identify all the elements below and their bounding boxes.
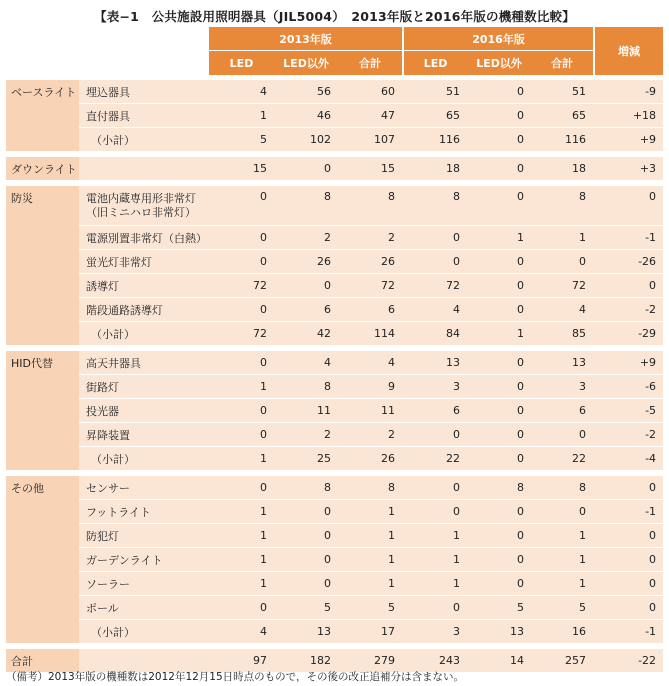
cell: 1 [338, 500, 402, 524]
cell: 0 [593, 274, 663, 298]
cell: 26 [338, 250, 402, 274]
cell: -9 [593, 80, 663, 104]
cell: 5 [338, 596, 402, 620]
cell: 0 [467, 548, 531, 572]
cell: 0 [593, 596, 663, 620]
cell: 13 [274, 620, 338, 644]
header-ledother-2013: LED以外 [274, 51, 338, 75]
cell: 1 [207, 375, 274, 399]
cell: 60 [338, 80, 402, 104]
cell: 0 [467, 423, 531, 447]
cell: -4 [593, 447, 663, 471]
cell: 5 [531, 596, 593, 620]
cell: 0 [467, 104, 531, 128]
cell: 1 [531, 524, 593, 548]
cell: 1 [207, 524, 274, 548]
cell: 4 [274, 351, 338, 375]
cell: 0 [467, 375, 531, 399]
cell: 1 [467, 226, 531, 250]
cell: 4 [207, 620, 274, 644]
item-label-empty [79, 157, 207, 181]
cell: +9 [593, 128, 663, 152]
cell: 2 [338, 423, 402, 447]
cell: 16 [531, 620, 593, 644]
header-2013: 2013年版 [207, 27, 402, 51]
cell: -1 [593, 226, 663, 250]
item-label: 蛍光灯非常灯 [79, 250, 207, 274]
table-title: 【表−1 公共施設用照明器具（JIL5004） 2013年版と2016年版の機種数比較】 [94, 9, 575, 24]
item-label: 街路灯 [79, 375, 207, 399]
cell: 0 [207, 298, 274, 322]
cell: 13 [402, 351, 467, 375]
item-label: 誘導灯 [79, 274, 207, 298]
cell: 1 [207, 500, 274, 524]
cell: 8 [274, 186, 338, 226]
header-2016: 2016年版 [402, 27, 593, 51]
cell: 0 [467, 500, 531, 524]
footnote: （備考）2013年版の機種数は2012年12月15日時点のもので，その後の改正追補分は含まない。 [6, 671, 464, 683]
cell: 0 [531, 423, 593, 447]
cell: 0 [274, 157, 338, 181]
cell: -22 [593, 649, 663, 673]
cell: 1 [467, 322, 531, 346]
cell: 1 [531, 226, 593, 250]
cell: 0 [467, 157, 531, 181]
cell: 42 [274, 322, 338, 346]
cell: 13 [531, 351, 593, 375]
cell: 0 [467, 128, 531, 152]
cell: 3 [531, 375, 593, 399]
cell: 1 [402, 572, 467, 596]
cell: +3 [593, 157, 663, 181]
cell: 47 [338, 104, 402, 128]
cell: 8 [531, 186, 593, 226]
header-led-2016: LED [402, 51, 467, 75]
cell: 1 [338, 524, 402, 548]
category-hid: HID代替 [6, 351, 79, 471]
cell: 279 [338, 649, 402, 673]
cell: 22 [531, 447, 593, 471]
cell: 0 [402, 250, 467, 274]
item-label: 防犯灯 [79, 524, 207, 548]
subtotal-label: （小計） [79, 447, 207, 471]
category-baselight: ベースライト [6, 80, 79, 152]
cell: 0 [274, 500, 338, 524]
cell: 25 [274, 447, 338, 471]
cell: 11 [274, 399, 338, 423]
cell: 85 [531, 322, 593, 346]
cell: -2 [593, 423, 663, 447]
header-total-2016: 合計 [531, 51, 593, 75]
cell: 72 [402, 274, 467, 298]
cell: 4 [531, 298, 593, 322]
cell: 116 [402, 128, 467, 152]
item-label: ポール [79, 596, 207, 620]
cell: 0 [274, 524, 338, 548]
cell: 6 [402, 399, 467, 423]
cell: 0 [467, 298, 531, 322]
cell: 0 [593, 548, 663, 572]
cell: 107 [338, 128, 402, 152]
cell: 5 [274, 596, 338, 620]
item-label [79, 186, 207, 226]
cell: 0 [467, 351, 531, 375]
cell: 3 [402, 375, 467, 399]
cell: 1 [207, 447, 274, 471]
cell: 17 [338, 620, 402, 644]
cell: 14 [467, 649, 531, 673]
cell: 18 [402, 157, 467, 181]
cell: +18 [593, 104, 663, 128]
cell: 65 [402, 104, 467, 128]
cell: 1 [402, 524, 467, 548]
item-label: 電源別置非常灯（白熱） [79, 226, 207, 250]
item-label: 昇降装置 [79, 423, 207, 447]
cell: 97 [207, 649, 274, 673]
cell: 1 [207, 548, 274, 572]
cell: 13 [467, 620, 531, 644]
cell: 8 [274, 375, 338, 399]
cell: 1 [531, 548, 593, 572]
cell: 6 [338, 298, 402, 322]
cell: 0 [531, 250, 593, 274]
cell: 0 [467, 399, 531, 423]
cell: 0 [467, 80, 531, 104]
cell: 0 [207, 476, 274, 500]
cell: 257 [531, 649, 593, 673]
cell: +9 [593, 351, 663, 375]
cell: 0 [207, 226, 274, 250]
cell: 1 [338, 548, 402, 572]
cell: 0 [207, 596, 274, 620]
cell: 0 [467, 274, 531, 298]
cell: 22 [402, 447, 467, 471]
item-label: 直付器具 [79, 104, 207, 128]
cell: 0 [207, 351, 274, 375]
cell: 0 [531, 500, 593, 524]
cell: 0 [274, 572, 338, 596]
cell: 15 [338, 157, 402, 181]
cell: 102 [274, 128, 338, 152]
cell: 72 [338, 274, 402, 298]
cell: 5 [467, 596, 531, 620]
item-label: ガーデンライト [79, 548, 207, 572]
cell: 46 [274, 104, 338, 128]
header-ledother-2016: LED以外 [467, 51, 531, 75]
cell: 8 [338, 476, 402, 500]
cell: 0 [402, 500, 467, 524]
cell: 0 [274, 274, 338, 298]
cell: 0 [207, 186, 274, 226]
cell: 0 [467, 250, 531, 274]
item-label: フットライト [79, 500, 207, 524]
cell: 0 [274, 548, 338, 572]
cell: 56 [274, 80, 338, 104]
cell: 1 [207, 104, 274, 128]
cell: 1 [338, 572, 402, 596]
cell: 0 [207, 250, 274, 274]
cell: -29 [593, 322, 663, 346]
item-line: 電池内蔵専用形非常灯 [86, 191, 196, 205]
cell: 8 [402, 186, 467, 226]
cell: 4 [207, 80, 274, 104]
cell: 72 [531, 274, 593, 298]
cell: -1 [593, 620, 663, 644]
category-total: 合計 [6, 649, 79, 673]
cell: 0 [402, 476, 467, 500]
item-label: ソーラー [79, 572, 207, 596]
cell: 8 [467, 476, 531, 500]
cell: 0 [207, 399, 274, 423]
cell: 0 [593, 572, 663, 596]
header-blank [6, 27, 207, 75]
cell: -2 [593, 298, 663, 322]
cell: 0 [207, 423, 274, 447]
header-led-2013: LED [207, 51, 274, 75]
cell: 116 [531, 128, 593, 152]
cell: 51 [531, 80, 593, 104]
cell: 0 [467, 186, 531, 226]
cell: 65 [531, 104, 593, 128]
cell: 84 [402, 322, 467, 346]
cell: -1 [593, 500, 663, 524]
item-label: 埋込器具 [79, 80, 207, 104]
category-other: その他 [6, 476, 79, 644]
cell: 0 [402, 226, 467, 250]
cell: 2 [274, 226, 338, 250]
cell: 9 [338, 375, 402, 399]
cell: 4 [402, 298, 467, 322]
item-label: 高天井器具 [79, 351, 207, 375]
cell: 6 [274, 298, 338, 322]
cell: 0 [593, 186, 663, 226]
cell: -26 [593, 250, 663, 274]
cell: 243 [402, 649, 467, 673]
cell: 72 [207, 322, 274, 346]
cell: 72 [207, 274, 274, 298]
cell: 8 [274, 476, 338, 500]
cell: 0 [593, 476, 663, 500]
category-disaster: 防災 [6, 186, 79, 346]
header-total-2013: 合計 [338, 51, 402, 75]
category-downlight: ダウンライト [6, 157, 79, 181]
cell: 0 [467, 572, 531, 596]
item-label: 階段通路誘導灯 [79, 298, 207, 322]
header-change: 増減 [593, 27, 663, 75]
cell: 11 [338, 399, 402, 423]
cell: 51 [402, 80, 467, 104]
cell: 114 [338, 322, 402, 346]
cell: 0 [402, 596, 467, 620]
cell: 2 [338, 226, 402, 250]
cell: 0 [467, 447, 531, 471]
cell: 0 [467, 524, 531, 548]
cell: 6 [531, 399, 593, 423]
item-label: 投光器 [79, 399, 207, 423]
cell: -6 [593, 375, 663, 399]
cell: 26 [274, 250, 338, 274]
cell: 4 [338, 351, 402, 375]
cell: 3 [402, 620, 467, 644]
item-line: （旧ミニハロ非常灯） [86, 205, 196, 219]
subtotal-label: （小計） [79, 322, 207, 346]
cell: 8 [531, 476, 593, 500]
item-label: センサー [79, 476, 207, 500]
cell: 0 [402, 423, 467, 447]
cell: -5 [593, 399, 663, 423]
cell: 2 [274, 423, 338, 447]
subtotal-label: （小計） [79, 620, 207, 644]
cell: 15 [207, 157, 274, 181]
cell: 26 [338, 447, 402, 471]
cell: 0 [593, 524, 663, 548]
cell: 5 [207, 128, 274, 152]
comparison-table [6, 27, 663, 673]
cell: 182 [274, 649, 338, 673]
cell: 1 [207, 572, 274, 596]
cell: 8 [338, 186, 402, 226]
cell: 1 [402, 548, 467, 572]
cell: 1 [531, 572, 593, 596]
subtotal-label: （小計） [79, 128, 207, 152]
cell: 18 [531, 157, 593, 181]
